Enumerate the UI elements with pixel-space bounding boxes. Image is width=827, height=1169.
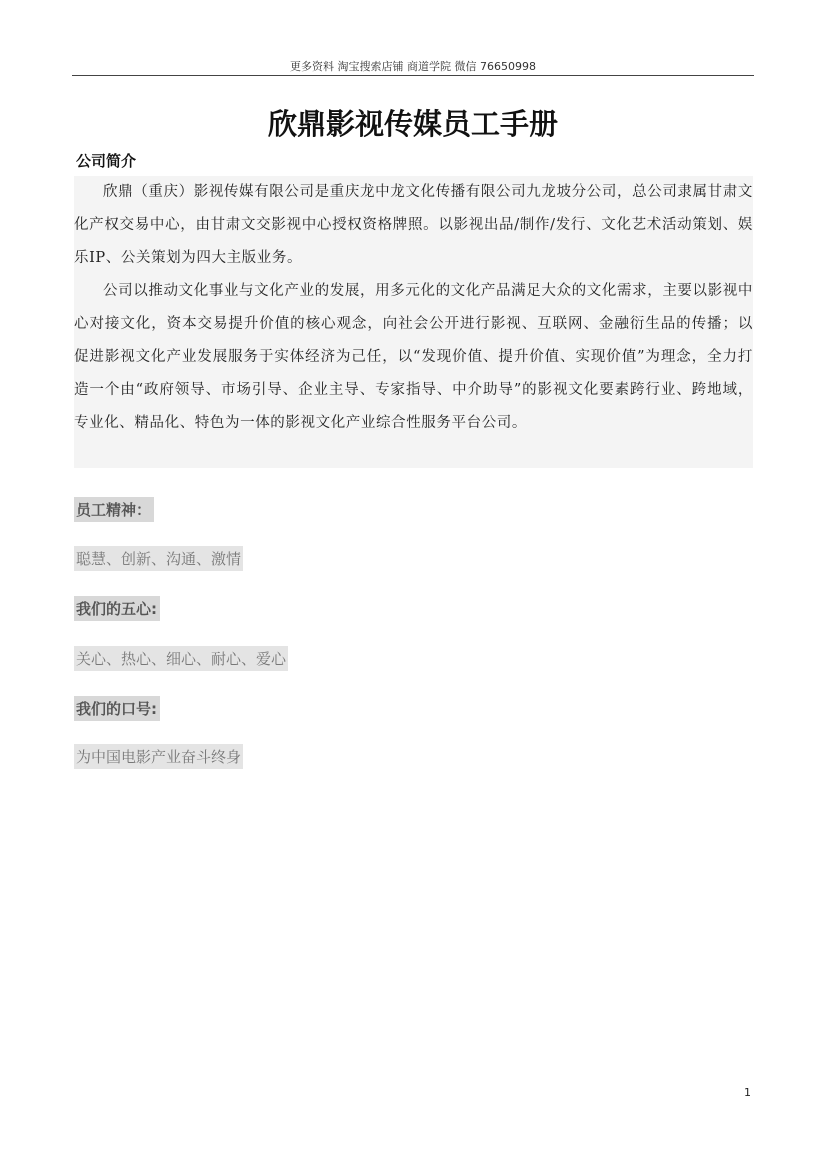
header-divider	[72, 75, 754, 76]
page-number: 1	[744, 1086, 751, 1099]
page-header: 更多资料 淘宝搜索店铺 商道学院 微信 76650998	[290, 60, 536, 73]
intro-heading: 公司简介	[76, 152, 137, 170]
spirit-value: 聪慧、创新、沟通、激情	[74, 546, 243, 571]
slogan-label: 我们的口号:	[74, 696, 160, 721]
document-title: 欣鼎影视传媒员工手册	[267, 107, 558, 141]
slogan-value: 为中国电影产业奋斗终身	[74, 744, 243, 769]
intro-section	[74, 176, 753, 468]
five-hearts-value: 关心、热心、细心、耐心、爱心	[74, 646, 288, 671]
intro-paragraph-1: 欣鼎（重庆）影视传媒有限公司是重庆龙中龙文化传播有限公司九龙坡分公司，总公司隶属甘肃文化产权交易中心，由甘肃文交影视中心授权资格牌照。以影视出品/制作/发行、文化艺术活动策划、娱乐IP、公关策划为四大主版业务。	[74, 184, 753, 266]
intro-paragraph-2: 公司以推动文化事业与文化产业的发展，用多元化的文化产品满足大众的文化需求，主要以影视中心对接文化，资本交易提升价值的核心观念，向社会公开进行影视、互联网、金融衍生品的传播；以促进影视文化产业发展服务于实体经济为己任，以“发现价值、提升价值、实现价值”为理念，全力打造一个由“政府领导、市场引导、企业主导、专家指导、中介助导”的影视文化要素跨行业、跨地域，专业化、精品化、特色为一体的影视文化产业综合性服务平台公司。	[74, 283, 753, 431]
spirit-label: 员工精神：	[74, 497, 154, 522]
five-hearts-label: 我们的五心:	[74, 596, 160, 621]
